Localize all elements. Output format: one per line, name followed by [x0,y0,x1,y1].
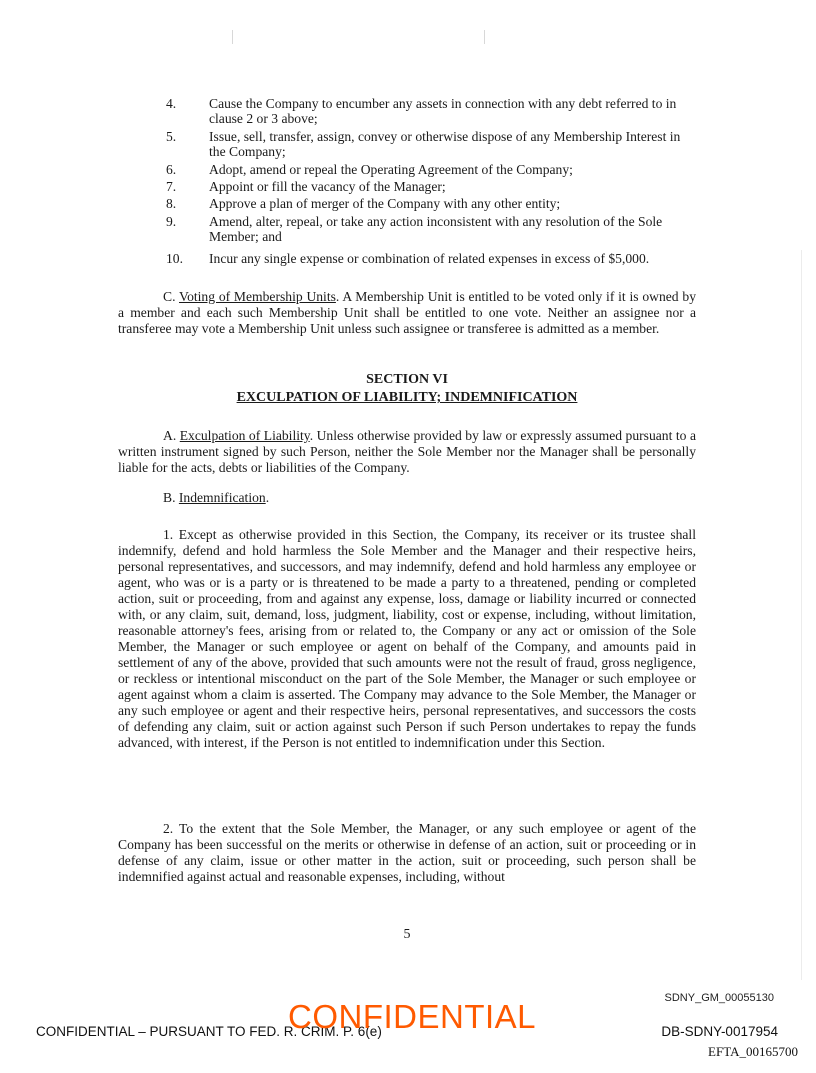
list-item: 4. Cause the Company to encumber any assets in connection with any debt referred to in clause 2 or 3 above; [166,96,677,127]
bates-number-top: SDNY_GM_00055130 [664,992,774,1004]
scan-artifact [232,30,233,44]
exculpation-heading: Exculpation of Liability [179,428,310,443]
indemnification-heading: Indemnification [178,490,266,505]
section-title: EXCULPATION OF LIABILITY; INDEMNIFICATION [236,390,578,405]
section-number: SECTION VI [366,372,448,387]
confidential-notice: CONFIDENTIAL – PURSUANT TO FED. R. CRIM. P. 6(e) [36,1024,382,1039]
list-item: 6. Adopt, amend or repeal the Operating Agreement of the Company; [166,161,573,177]
indemnification-heading-paragraph: B. Indemnification. [163,490,270,505]
indemnification-paragraph-2: 2. To the extent that the Sole Member, the Manager, or any such employee or agent of the Company has been successful on the merits or otherwise in defense of an action, suit or proceeding or in defense of any claim, issue or other matter in the action, suit or proceeding, such person shall be indemnified against actual and reasonable expenses, including, without [118,821,696,884]
voting-heading: Voting of Membership Units [179,289,336,304]
scan-artifact [484,30,485,44]
confidential-stamp: CONFIDENTIAL [288,998,537,1035]
list-item: 9. Amend, alter, repeal, or take any action inconsistent with any resolution of the Sole Member; and [166,213,663,245]
page-edge [801,250,802,980]
exculpation-paragraph: A. Exculpation of Liability. Unless otherwise provided by law or expressly assumed pursuant to a written instrument signed by such Person, neither the Sole Member nor the Manager shall be personally liable for the acts, debts or liabilities of the Company. [118,428,696,475]
bates-number-right: DB-SDNY-0017954 [661,1024,778,1039]
list-item: 5. Issue, sell, transfer, assign, convey or otherwise dispose of any Membership Interest in the Company; [166,128,681,160]
voting-paragraph: C. Voting of Membership Units. A Membership Unit is entitled to be voted only if it is owned by a member and each such Membership Unit shall be entitled to one vote. Neither an assignee nor a transferee may vote a Membership Unit unless such assignee or transferee is admitted as a member. [118,289,696,336]
list-item: 8. Approve a plan of merger of the Company with any other entity; [166,196,561,212]
restricted-actions-list [166,96,696,268]
list-item: 10. Incur any single expense or combination of related expenses in excess of $5,000. [166,250,650,266]
list-item: 7. Appoint or fill the vacancy of the Manager; [166,179,446,195]
efta-number: EFTA_00165700 [708,1044,798,1059]
indemnification-paragraph-1: 1. Except as otherwise provided in this Section, the Company, its receiver or its trustee shall indemnify, defend and hold harmless the Sole Member and the Manager and their respective heirs, personal representatives, and successors, and may indemnify, defend and hold harmless any employee or agent, who was or is a party or is threatened to be made a party to a threatened, pending or completed action, suit or proceeding, from and against any expense, loss, damage or liability incurred or connected with, or any claim, suit, demand, loss, judgment, liability, cost or expense, including, without limitation, reasonable attorney's fees, arising from or related to, the Company or any act or omission of the Sole Member, the Manager or such employee or agent on behalf of the Company, and amounts paid in settlement of any of the above, provided that such amounts were not the result of fraud, gross negligence, or reckless or intentional misconduct on the part of the Sole Member, the Manager or such employee or agent against whom a claim is asserted. The Company may advance to the Sole Member, the Manager or any such employee or agent and their respective heirs, personal representatives, and successors the costs of defending any claim, suit or action against such Person if such Person undertakes to repay the funds advanced, with interest, if the Person is not entitled to indemnification under this Section. [118,527,696,750]
page-number: 5 [403,927,411,942]
